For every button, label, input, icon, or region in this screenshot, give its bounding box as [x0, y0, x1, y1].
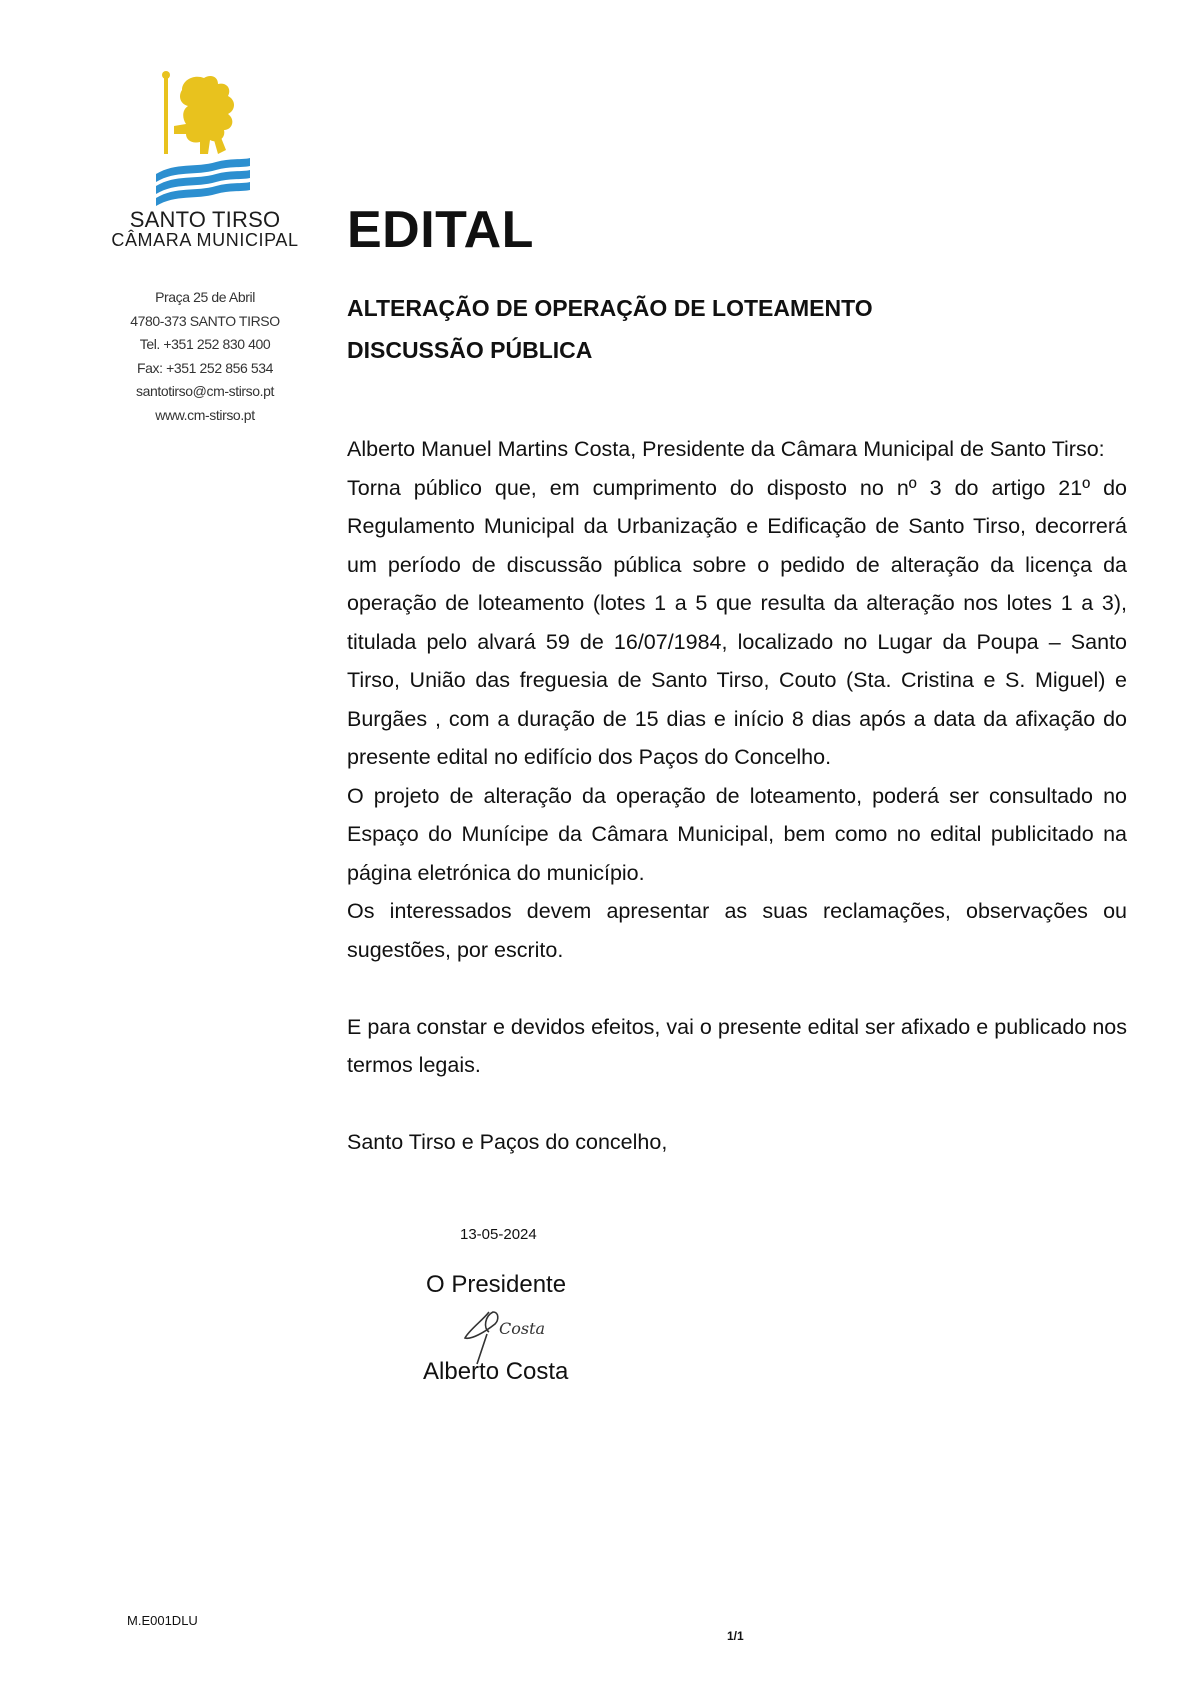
- signature-text: Costa: [499, 1319, 546, 1338]
- paragraph-closing: E para constar e devidos efeitos, vai o presente edital ser afixado e publicado nos termos legais.: [347, 1014, 1127, 1077]
- paragraph-intro: Alberto Manuel Martins Costa, Presidente da Câmara Municipal de Santo Tirso:: [347, 437, 1105, 461]
- santo-tirso-lion-crest-icon: [152, 70, 252, 210]
- signer-role: O Presidente: [426, 1271, 567, 1298]
- document-body: [347, 430, 1127, 1162]
- contact-email: santotirso@cm-stirso.pt: [135, 383, 275, 399]
- brand-name: SANTO TIRSO: [129, 207, 281, 232]
- document-code: M.E001DLU: [127, 1613, 198, 1628]
- subtitle-line-2: DISCUSSÃO PÚBLICA: [347, 337, 593, 363]
- signature-date: 13-05-2024: [460, 1226, 537, 1243]
- page-number: 1/1: [727, 1629, 744, 1643]
- subtitle-line-1: ALTERAÇÃO DE OPERAÇÃO DE LOTEAMENTO: [347, 295, 873, 321]
- contact-fax: Fax: +351 252 856 534: [137, 359, 273, 376]
- paragraph-submissions: Os interessados devem apresentar as suas reclamações, observações ou sugestões, por escrito.: [347, 899, 1127, 962]
- contact-block: [95, 286, 315, 427]
- contact-phone: Tel. +351 252 830 400: [139, 336, 271, 352]
- contact-postal: 4780-373 SANTO TIRSO: [130, 312, 280, 329]
- document-title: EDITAL: [347, 201, 534, 259]
- contact-website: www.cm-stirso.pt: [155, 406, 255, 423]
- document-subtitle: [347, 287, 873, 371]
- paragraph-spacer: [347, 1085, 1127, 1124]
- brand-block: [100, 208, 310, 250]
- brand-subtitle: CÂMARA MUNICIPAL: [111, 230, 299, 251]
- handwritten-signature: [455, 1298, 555, 1366]
- signer-name: Alberto Costa: [423, 1358, 569, 1385]
- contact-address: Praça 25 de Abril: [155, 289, 255, 305]
- paragraph-spacer: [347, 969, 1127, 1008]
- paragraph-consultation: O projeto de alteração da operação de loteamento, poderá ser consultado no Espaço do Munícipe da Câmara Municipal, bem como no edital publicitado na página eletrónica do município.: [347, 783, 1127, 885]
- place-line: Santo Tirso e Paços do concelho,: [347, 1130, 668, 1154]
- paragraph-notice: Torna público que, em cumprimento do disposto no nº 3 do artigo 21º do Regulamento Municipal da Urbanização e Edificação de Santo Tirso, decorrerá um período de discussão pública sobre o pedido de alteração da licença da operação de loteamento (lotes 1 a 5 que resulta da alteração nos lotes 1 a 3), titulada pelo alvará 59 de 16/07/1984, localizado no Lugar da Poupa – Santo Tirso, União das freguesia de Santo Tirso, Couto (Sta. Cristina e S. Miguel) e Burgães , com a duração de 15 dias e início 8 dias após a data da afixação do presente edital no edifício dos Paços do Concelho.: [347, 475, 1127, 769]
